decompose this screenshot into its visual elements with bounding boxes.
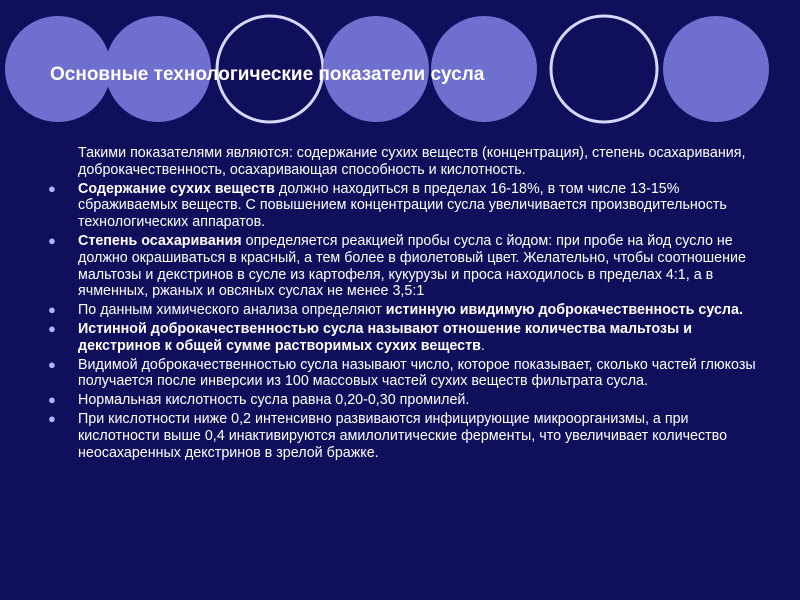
item-3-bold: истинную ивидимую доброкачественность сусла. <box>385 302 743 319</box>
item-6-text: Нормальная кислотность сусла равна 0,20-0,30 промилей. <box>78 392 470 409</box>
slide-content <box>48 145 760 463</box>
circle-filled-5 <box>663 16 769 122</box>
bullet-item-1 <box>48 181 760 231</box>
bullet-item-6 <box>48 392 760 409</box>
item-4-text: . <box>480 337 485 354</box>
bullet-item-2 <box>48 233 760 300</box>
item-3-text: По данным химического анализа определяют <box>78 302 386 319</box>
item-1-bold: Содержание сухих веществ <box>78 180 275 197</box>
item-4-bold: Истинной доброкачественностью сусла называют отношение количества мальтозы и декстринов к общей сумме растворимых сухих веществ <box>78 320 693 354</box>
bullet-item-5 <box>48 357 760 391</box>
bullet-icon: ● <box>48 320 56 336</box>
bullet-icon: ● <box>48 232 56 248</box>
item-7-text: При кислотности ниже 0,2 интенсивно развиваются инфицирующие микроорганизмы, а при кислотности выше 0,4 инактивируются амилолитические ферменты, что увеличивает количество неосахаренных декстринов в зрелой бражке. <box>78 410 728 461</box>
bullet-icon: ● <box>48 410 56 426</box>
slide-title: Основные технологические показатели сусла <box>50 64 485 85</box>
item-2-text: определяется реакцией пробы сусла с йодом: при пробе на йод сусло не должно окрашиваться в красный, а тем более в фиолетовый цвет. Желательно, чтобы соотношение мальтозы и декстринов в сусле из картофеля, кукурузы и проса находилось в пределах 4:1, а в ячменных, ржаных и овсяных суслах не менее 3,5:1 <box>78 232 746 300</box>
bullet-icon: ● <box>48 356 56 372</box>
bullet-item-4 <box>48 321 760 355</box>
bullet-item-7 <box>48 411 760 461</box>
bullet-item-3 <box>48 302 760 319</box>
intro-paragraph: Такими показателями являются: содержание сухих веществ (концентрация), степень осахаривания, доброкачественность, осахаривающая способность и кислотность. <box>78 145 746 178</box>
bullet-icon: ● <box>48 180 56 196</box>
item-1-text: должно находиться в пределах 16-18%, в том числе 13-15% сбраживаемых веществ. С повышением концентрации сусла увеличивается производительность технологических аппаратов. <box>78 180 727 231</box>
bullet-icon: ● <box>48 392 56 408</box>
bullet-icon: ● <box>48 302 56 318</box>
item-2-bold: Степень осахаривания <box>78 232 242 249</box>
item-5-text: Видимой доброкачественностью сусла называют число, которое показывает, сколько частей глюкозы получается после инверсии из 100 массовых частей сухих веществ фильтрата сусла. <box>78 356 756 390</box>
circle-outline-2 <box>551 16 657 122</box>
